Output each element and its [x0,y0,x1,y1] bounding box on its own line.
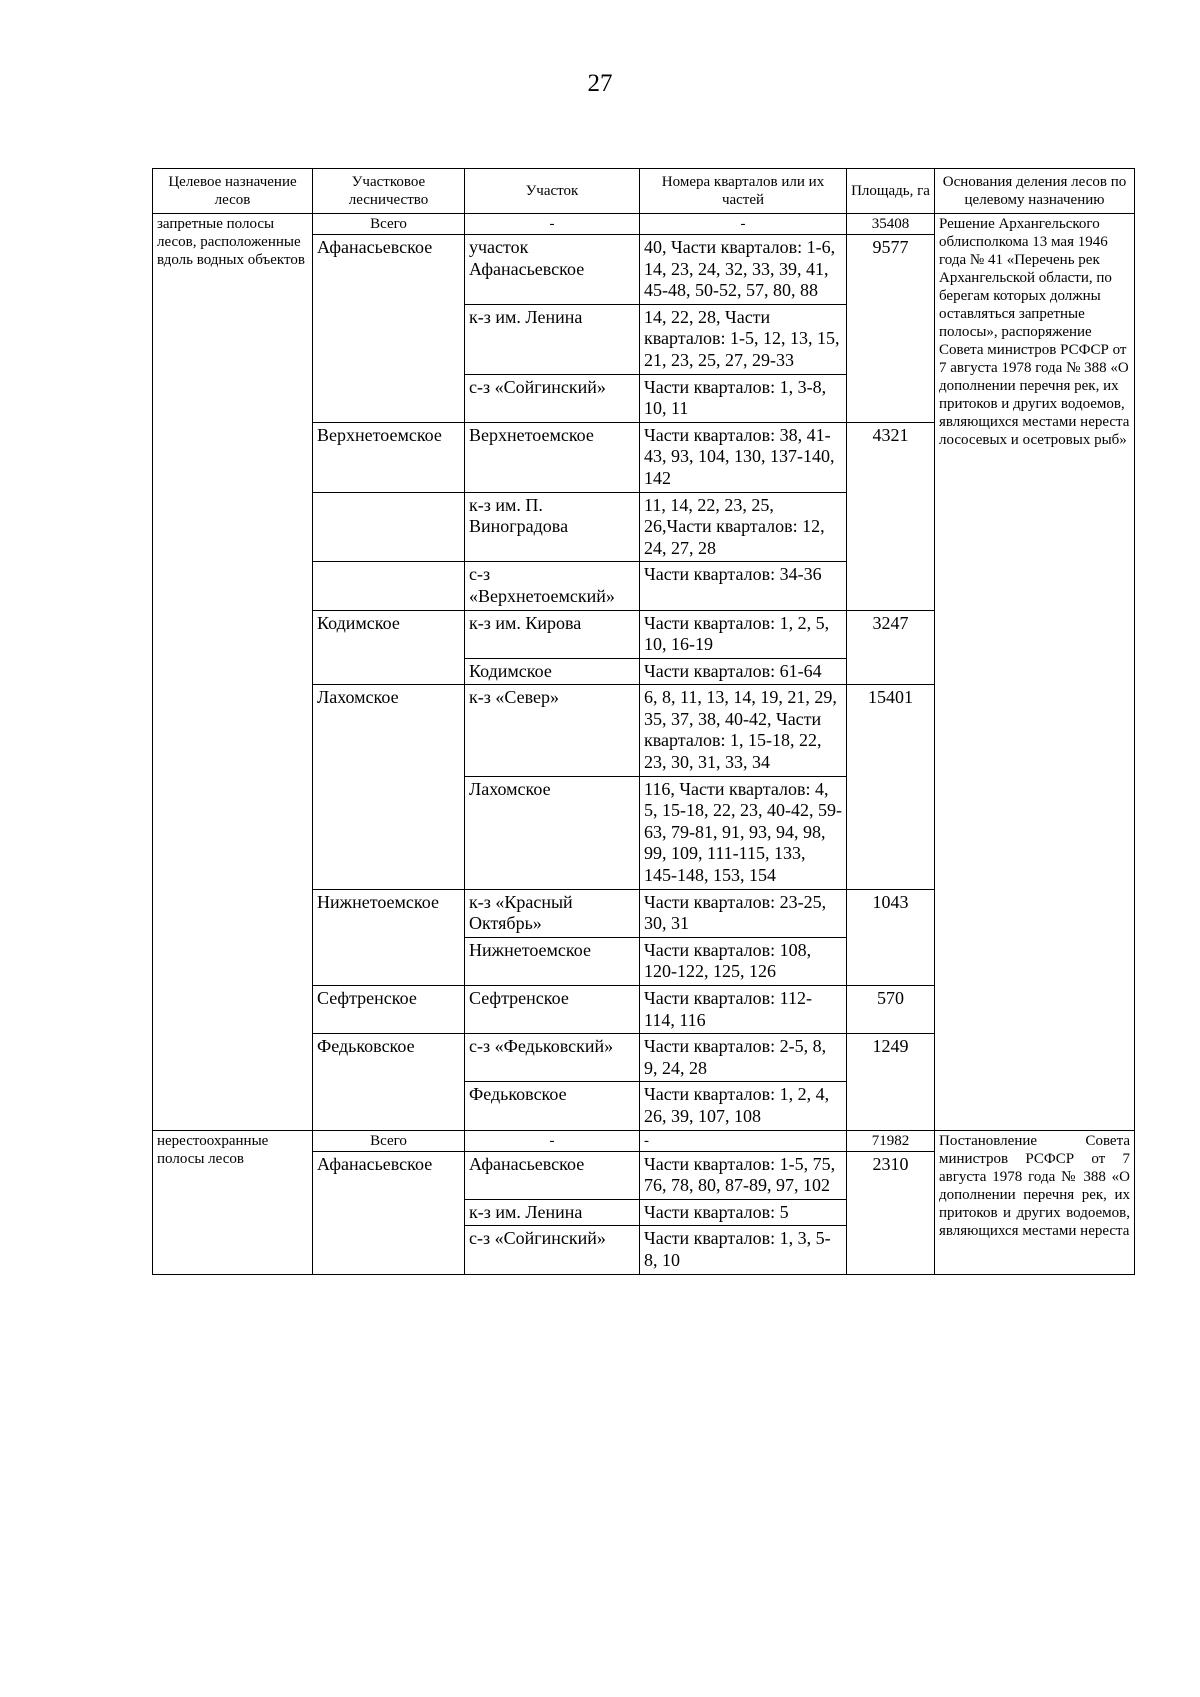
quarters-cell: Части кварталов: 1, 2, 5, 10, 16-19 [640,610,847,658]
purpose-cell: запретные полосы лесов, расположенные вдоль водных объектов [153,214,313,1131]
quarters-cell: Части кварталов: 1-5, 75, 76, 78, 80, 87-89, 97, 102 [640,1151,847,1199]
plot-cell: Кодимское [465,658,640,685]
forestry-cell: Афанасьевское [313,235,465,423]
header-area: Площадь, га [847,169,935,214]
area-cell: 4321 [847,422,935,610]
plot-cell: Нижнетоемское [465,937,640,985]
area-cell: 3247 [847,610,935,685]
quarters-cell: Части кварталов: 61-64 [640,658,847,685]
quarters-cell: Части кварталов: 23-25, 30, 31 [640,889,847,937]
plot-cell: с-з «Федьковский» [465,1034,640,1082]
forestry-cell [313,492,465,562]
quarters-cell: 14, 22, 28, Части кварталов: 1-5, 12, 13, 15, 21, 23, 25, 27, 29-33 [640,304,847,374]
quarters-cell: Части кварталов: 1, 3, 5-8, 10 [640,1226,847,1274]
area-cell: 1043 [847,889,935,985]
plot-cell: участок Афанасьевское [465,235,640,305]
quarters-cell: Части кварталов: 1, 3-8, 10, 11 [640,374,847,422]
header-quarters: Номера кварталов или их частей [640,169,847,214]
area-cell: 15401 [847,685,935,889]
plot-cell: с-з «Верхнетоемский» [465,562,640,610]
plot-cell: к-з им. Ленина [465,1199,640,1226]
plot-cell: Сефтренское [465,986,640,1034]
forestry-cell [313,562,465,610]
header-purpose: Целевое назначение лесов [153,169,313,214]
forest-purpose-table [152,168,1135,1275]
total-plot: - [465,1130,640,1151]
header-basis: Основания деления лесов по целевому назначению [935,169,1135,214]
quarters-cell: Части кварталов: 5 [640,1199,847,1226]
total-area: 71982 [847,1130,935,1151]
quarters-cell: Части кварталов: 108, 120-122, 125, 126 [640,937,847,985]
area-cell: 1249 [847,1034,935,1130]
plot-cell: к-з «Красный Октябрь» [465,889,640,937]
header-forestry: Участковое лесничество [313,169,465,214]
plot-cell: Верхнетоемское [465,422,640,492]
forestry-cell: Кодимское [313,610,465,685]
total-label: Всего [313,1130,465,1151]
total-label: Всего [313,214,465,235]
quarters-cell: 11, 14, 22, 23, 25, 26,Части кварталов: 12, 24, 27, 28 [640,492,847,562]
page-number: 27 [587,70,613,97]
quarters-cell: Части кварталов: 38, 41-43, 93, 104, 130, 137-140, 142 [640,422,847,492]
plot-cell: к-з «Север» [465,685,640,776]
quarters-cell: Части кварталов: 1, 2, 4, 26, 39, 107, 108 [640,1082,847,1130]
basis-cell: Постановление Совета министров РСФСР от 7 августа 1978 года № 388 «О дополнении перечня рек, их притоков и других водоемов, являющихся местами нереста [935,1130,1135,1274]
total-plot: - [465,214,640,235]
plot-cell: Федьковское [465,1082,640,1130]
basis-cell: Решение Архангельского облисполкома 13 мая 1946 года № 41 «Перечень рек Архангельской области, по берегам которых должны оставляться запретные полосы», распоряжение Совета министров РСФСР от 7 августа 1978 года № 388 «О дополнении перечня рек, их притоков и других водоемов, являющихся местами нереста лососевых и осетровых рыб» [935,214,1135,1131]
forestry-cell: Нижнетоемское [313,889,465,985]
forestry-cell: Лахомское [313,685,465,889]
total-area: 35408 [847,214,935,235]
plot-cell: к-з им. П. Виноградова [465,492,640,562]
area-cell: 9577 [847,235,935,423]
purpose-cell: нерестоохранные полосы лесов [153,1130,313,1274]
quarters-cell: Части кварталов: 2-5, 8, 9, 24, 28 [640,1034,847,1082]
table-header-row [153,169,1135,214]
table-row [153,214,1135,235]
plot-cell: Афанасьевское [465,1151,640,1199]
plot-cell: к-з им. Кирова [465,610,640,658]
total-quarters: - [640,214,847,235]
forestry-cell: Афанасьевское [313,1151,465,1274]
plot-cell: Лахомское [465,776,640,889]
area-cell: 570 [847,986,935,1034]
plot-cell: к-з им. Ленина [465,304,640,374]
quarters-cell: Части кварталов: 34-36 [640,562,847,610]
header-plot: Участок [465,169,640,214]
area-cell: 2310 [847,1151,935,1274]
table-row [153,1130,1135,1151]
forestry-cell: Федьковское [313,1034,465,1130]
quarters-cell: Части кварталов: 112-114, 116 [640,986,847,1034]
quarters-cell: 40, Части кварталов: 1-6, 14, 23, 24, 32, 33, 39, 41, 45-48, 50-52, 57, 80, 88 [640,235,847,305]
quarters-cell: 6, 8, 11, 13, 14, 19, 21, 29, 35, 37, 38, 40-42, Части кварталов: 1, 15-18, 22, 23, 30, 31, 33, 34 [640,685,847,776]
quarters-cell: 116, Части кварталов: 4, 5, 15-18, 22, 23, 40-42, 59-63, 79-81, 91, 93, 94, 98, 99, 109, 111-115, 133, 145-148, 153, 154 [640,776,847,889]
forestry-cell: Верхнетоемское [313,422,465,492]
plot-cell: с-з «Сойгинский» [465,374,640,422]
forestry-cell: Сефтренское [313,986,465,1034]
plot-cell: с-з «Сойгинский» [465,1226,640,1274]
total-quarters: - [640,1130,847,1151]
